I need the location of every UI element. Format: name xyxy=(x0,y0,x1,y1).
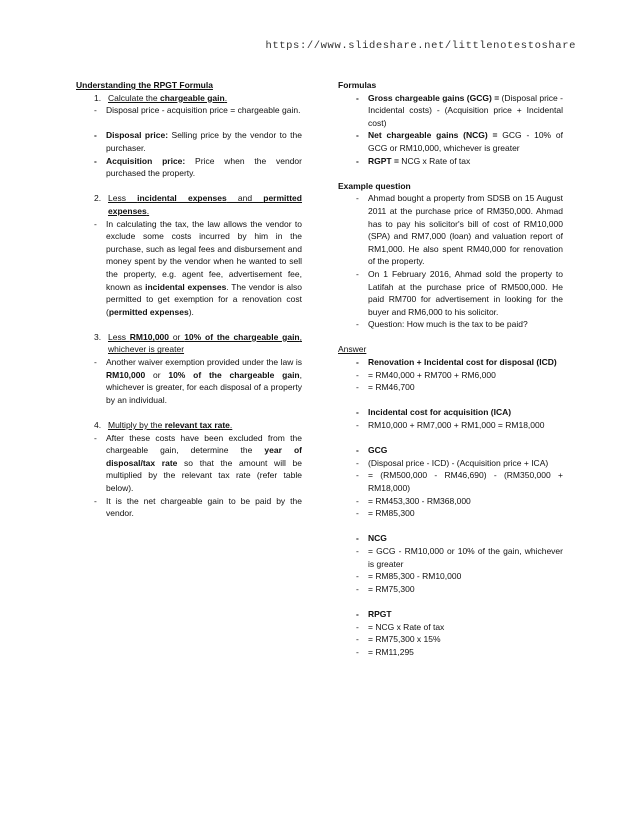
list-item-text: Question: How much is the tax to be paid? xyxy=(368,319,528,330)
list-item xyxy=(338,646,563,659)
list-item xyxy=(338,381,563,394)
list-item xyxy=(338,469,563,494)
list-item xyxy=(338,545,563,570)
step-number: 1. xyxy=(94,92,102,103)
list-item xyxy=(338,621,563,634)
list-item-text: On 1 February 2016, Ahmad sold the property to Latifah at the purchase price of RM500,000. He paid RM700 for advertisement in looking for the buyer and RM6,000 to his solicitor. xyxy=(368,268,563,317)
list-item xyxy=(76,218,302,319)
list-item xyxy=(338,318,563,331)
calc-line: = RM11,295 xyxy=(368,646,414,657)
calc-line: = RM40,000 + RM700 + RM6,000 xyxy=(368,369,496,380)
bullet-dash: - xyxy=(94,432,97,443)
bullet-dash: - xyxy=(356,646,359,657)
list-item xyxy=(76,495,302,520)
calc-line: RM10,000 + RM7,000 + RM1,000 = RM18,000 xyxy=(368,420,545,431)
step-text: Multiply by the xyxy=(108,420,165,431)
formula-item xyxy=(338,155,563,168)
bullet-dash: - xyxy=(356,495,359,506)
list-item xyxy=(76,356,302,406)
calc-line: = RM85,300 - RM10,000 xyxy=(368,571,462,582)
bullet-dash: - xyxy=(356,155,359,166)
term-bold: RM10,000 xyxy=(106,369,146,380)
bullet-dash: - xyxy=(356,193,359,204)
term-bold: permitted expenses xyxy=(108,306,189,317)
formula-text: NCG x Rate of tax xyxy=(398,155,471,166)
bullet-dash: - xyxy=(356,445,359,456)
list-item xyxy=(338,583,563,596)
list-item-text: Ahmad bought a property from SDSB on 15 August 2011 at the purchase price of RM350,000. Ahmad has to pay his solicitor's bill of cost of RM10,000 (SPA) and RM7,000 (loan) and valuation report of RM1,000. He also spent RM40,000 for renovation of the property. xyxy=(368,193,563,267)
calc-line: (Disposal price - ICD) - (Acquisition price + ICA) xyxy=(368,457,549,468)
step-number: 2. xyxy=(94,193,102,204)
step-text: and xyxy=(226,193,264,204)
list-item-text: After these costs have been excluded from the chargeable gain, determine the xyxy=(106,432,302,456)
list-item-text: so that the amount will be multiplied by the relevant tax rate (refer table below). xyxy=(106,457,302,493)
bullet-dash: - xyxy=(356,382,359,393)
step-text: or xyxy=(169,331,185,342)
step-text: Less xyxy=(108,193,138,204)
step-3-heading xyxy=(76,331,302,356)
answer-heading-text: RPGT xyxy=(368,608,392,619)
section-title-formulas: Formulas xyxy=(338,80,377,90)
calc-line: = NCG x Rate of tax xyxy=(368,621,445,632)
bullet-dash: - xyxy=(356,508,359,519)
step-1-heading xyxy=(76,92,302,105)
bullet-dash: - xyxy=(356,420,359,431)
calc-line: = RM453,300 - RM368,000 xyxy=(368,495,471,506)
bullet-dash: - xyxy=(356,319,359,330)
step-number: 4. xyxy=(94,420,102,431)
step-bold-term: relevant tax rate xyxy=(164,420,230,431)
answer-heading xyxy=(338,608,563,621)
bullet-dash: - xyxy=(356,571,359,582)
formula-item xyxy=(338,129,563,154)
bullet-dash: - xyxy=(356,583,359,594)
bullet-dash: - xyxy=(356,457,359,468)
step-bold-term: chargeable gain xyxy=(159,92,225,103)
bullet-dash: - xyxy=(356,130,359,141)
list-item-text: Selling price by the vendor to the purchaser. xyxy=(106,130,303,153)
step-text: Less xyxy=(108,331,130,342)
step-text: . xyxy=(224,92,228,103)
list-item-text: Price when the vendor purchased the property. xyxy=(106,155,302,179)
step-number: 3. xyxy=(94,331,102,342)
list-item xyxy=(338,457,563,470)
calc-line: = GCG - RM10,000 or 10% of the gain, whichever is greater xyxy=(368,545,563,569)
source-url: https://www.slideshare.net/littlenotestoshare xyxy=(265,40,576,52)
list-item xyxy=(338,268,563,318)
list-item xyxy=(338,419,563,432)
list-item xyxy=(76,104,302,117)
left-column xyxy=(76,79,302,520)
list-item xyxy=(338,495,563,508)
bullet-dash: - xyxy=(94,105,97,116)
step-text: , whichever is greater xyxy=(108,331,302,355)
bullet-dash: - xyxy=(356,268,359,279)
term-bold: 10% of the chargeable gain xyxy=(168,369,300,380)
list-item xyxy=(338,369,563,382)
answer-heading-text: Renovation + Incidental cost for disposal (ICD) xyxy=(368,357,557,368)
bullet-dash: - xyxy=(356,533,359,544)
bullet-dash: - xyxy=(94,155,97,166)
section-title-formula: Understanding the RPGT Formula xyxy=(76,80,213,90)
calc-line: = (RM500,000 - RM46,690) - (RM350,000 + RM18,000) xyxy=(368,470,563,493)
calc-line: = RM75,300 xyxy=(368,583,415,594)
bullet-dash: - xyxy=(94,218,97,229)
answer-heading-text: GCG xyxy=(368,445,388,456)
section-title-example: Example question xyxy=(338,180,411,191)
list-item-text: , whichever is greater, for each disposal of a property by an individual. xyxy=(106,369,302,405)
calc-line: = RM75,300 x 15% xyxy=(368,634,441,645)
bullet-dash: - xyxy=(356,545,359,556)
calc-line: = RM85,300 xyxy=(368,508,415,519)
bullet-dash: - xyxy=(356,470,359,481)
bullet-dash: - xyxy=(356,407,359,418)
answer-heading-text: Incidental cost for acquisition (ICA) xyxy=(368,407,512,418)
term-bold: Gross chargeable gains (GCG) = xyxy=(368,92,500,103)
term-bold: Disposal price: xyxy=(106,130,169,141)
answer-heading-text: NCG xyxy=(368,533,387,544)
bullet-dash: - xyxy=(356,369,359,380)
formula-text: (Disposal price - Incidental costs) - (Acquisition price + Incidental cost) xyxy=(368,92,563,128)
list-item xyxy=(76,432,302,495)
list-item-text: ). xyxy=(188,306,194,317)
section-title-answer: Answer xyxy=(338,344,367,355)
answer-heading xyxy=(338,444,563,457)
bullet-dash: - xyxy=(94,357,97,368)
list-item-text: In calculating the tax, the law allows the vendor to exclude some costs incurred by him in the purchase, such as legal fees and disbursement and money spent by the vendor when he wanted to sell the property, e.g. agent fee, advertisement fee, known as xyxy=(106,218,302,292)
term-bold: incidental expenses xyxy=(145,281,227,292)
list-item-text: or xyxy=(145,369,169,380)
list-item xyxy=(76,155,302,180)
term-bold: Net chargeable gains (NCG) = xyxy=(368,130,498,141)
step-text: . xyxy=(229,420,233,431)
list-item-text: Another waiver exemption provided under the law is xyxy=(106,357,302,368)
step-bold-term: RM10,000 xyxy=(129,331,169,342)
formula-item xyxy=(338,92,563,130)
calc-line: = RM46,700 xyxy=(368,382,415,393)
list-item xyxy=(338,570,563,583)
list-item xyxy=(76,129,302,154)
list-item xyxy=(338,633,563,646)
term-bold: year of disposal/tax rate xyxy=(106,445,302,468)
list-item xyxy=(338,192,563,268)
bullet-dash: - xyxy=(356,634,359,645)
bullet-dash: - xyxy=(356,608,359,619)
answer-heading xyxy=(338,532,563,545)
formula-text: GCG - 10% of GCG or RM10,000, whichever is greater xyxy=(368,130,563,153)
list-item xyxy=(338,507,563,520)
bullet-dash: - xyxy=(356,621,359,632)
term-bold: RGPT = xyxy=(368,155,399,166)
answer-heading xyxy=(338,356,563,369)
bullet-dash: - xyxy=(356,357,359,368)
step-bold-term: 10% of the chargeable gain xyxy=(184,331,300,342)
step-bold-term: permitted expenses xyxy=(108,193,302,216)
bullet-dash: - xyxy=(94,130,97,141)
bullet-dash: - xyxy=(356,92,359,103)
bullet-dash: - xyxy=(94,495,97,506)
step-text: Calculate the xyxy=(108,92,160,103)
list-item-text: Disposal price - acquisition price = chargeable gain. xyxy=(106,105,301,116)
list-item-text: It is the net chargeable gain to be paid by the vendor. xyxy=(106,495,302,519)
step-text: . xyxy=(146,205,150,216)
term-bold: Acquisition price: xyxy=(106,155,186,166)
step-bold-term: incidental expenses xyxy=(137,193,227,204)
right-column xyxy=(338,79,563,658)
step-2-heading xyxy=(76,192,302,217)
step-4-heading xyxy=(76,419,302,432)
list-item-text: . The vendor is also permitted to get exemption for a renovation cost ( xyxy=(106,281,302,317)
answer-heading xyxy=(338,406,563,419)
